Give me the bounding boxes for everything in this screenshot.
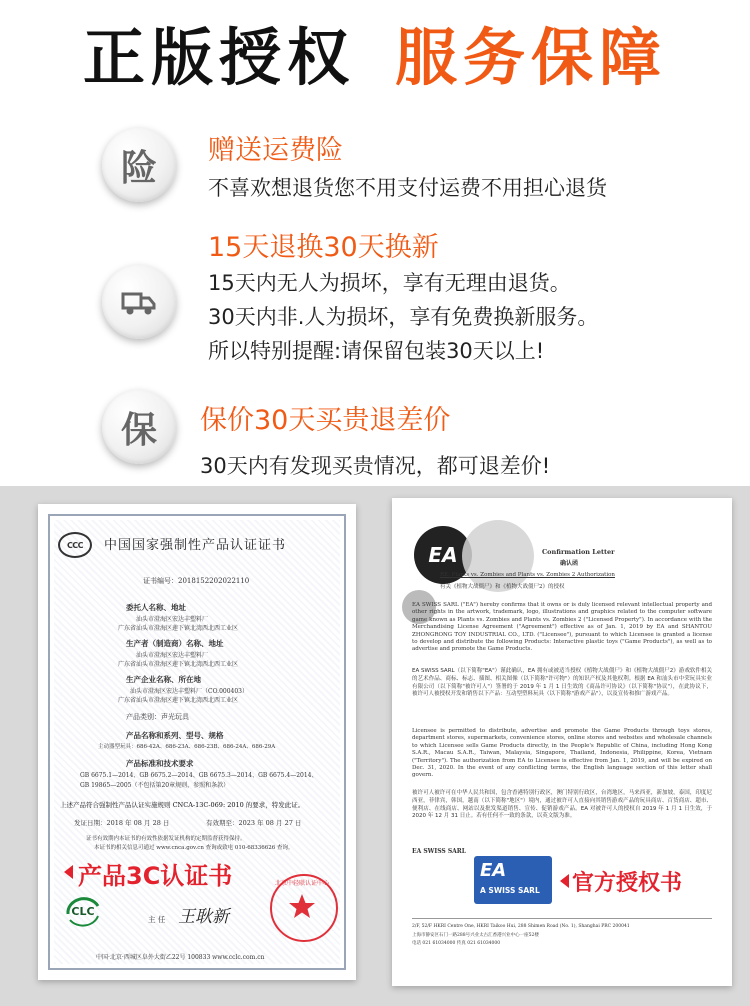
applicant-label: 委托人名称、地址 (126, 603, 186, 612)
section-price-protection (0, 390, 750, 480)
letter-re-line: RE: Plants vs. Zombies and Plants vs. Zombies 2 Authorization (440, 572, 615, 578)
letter-footer-line: 上海市静安区石门一路288号兴业太古汇香港兴业中心一座52楼 (412, 933, 539, 938)
page-header (0, 0, 750, 105)
certificates-area (0, 486, 750, 1006)
price-protection-icon: 保 (102, 390, 176, 464)
note-line: 证书有效期内本证书的有效性依据发证机构的定期监督获得保持。 (86, 836, 246, 842)
badge-arrow-icon (64, 865, 73, 879)
section-return-exchange (0, 225, 750, 375)
ccc-cert-badge: 产品3C认证书 (78, 862, 233, 890)
section-title: 保价30天买贵退差价 (200, 405, 451, 436)
standard-line: GB 19865—2005（不包括第20章规则，参照和条款） (80, 782, 230, 789)
ccc-logo: CCC (58, 532, 92, 558)
factory-line: 汕头市澄海区宏达丰塑料厂（CO.000403） (130, 688, 248, 695)
badge-arrow-icon (560, 874, 569, 888)
letter-sign-label: EA SWISS SARL (412, 848, 467, 855)
authorization-badge: 官方授权书 (572, 871, 683, 896)
factory-line: 广东省汕头市澄海区莲下镇北湾西北西工业区 (118, 697, 239, 704)
letter-para-cn-1: EA SWISS SARL（以下简称"EA"）谨此确认，EA 拥有或被适当授权《植物大战僵尸》和《植物大战僵尸2》游戏软件相关的艺术作品、商标、标志、插图、相关图像（以下简称"许可物"）的知识产权及其他权利。根据 EA 和汕头市中荣玩具实业有限公司（以下简称"被许可人"）签署的于 2019 年 1 月 1 日生效的《商品许可协议》（以下简称"协议"），在此协议下，被许可人被授权开发和销售以下产品：互动型塑料玩具（以下简称"游戏产品"），以及宣传和推广游戏产品。 (412, 668, 712, 698)
section-line: 15天内无人为损坏，享有无理由退货。 (208, 271, 571, 295)
cert-header: 中国国家强制性产品认证证书 (104, 538, 287, 553)
clc-logo: CLC (62, 894, 104, 928)
section-title: 15天退换30天换新 (208, 232, 439, 263)
letter-title-cn: 确认函 (560, 560, 579, 567)
section-shipping-insurance (0, 120, 750, 215)
letter-footer-line: 电话 021 61034000 传真 021 61034000 (412, 941, 501, 946)
signature-label: 主 任 (148, 915, 166, 924)
ea-logo: EA (414, 526, 472, 584)
rule-line: 上述产品符合强制性产品认证实施规则 CNCA-13C-069: 2010 的要求，特发此证。 (60, 801, 305, 809)
section-line: 不喜欢想退货您不用支付运费不用担心退货 (208, 176, 607, 200)
letter-title-en: Confirmation Letter (542, 548, 615, 556)
model-line: 主动器型玩具：686-42A、686-23A、686-23B、686-24A、686-29A (98, 744, 276, 750)
letter-para-en-2: Licensee is permitted to distribute, advertise and promote the Game Products through toys stores, department stores, supermarkets, convenience stores, online stores and websites and wholesale channels to which Licensee sells Game Products directly, in the People's Republic of China, including Hong Kong S.A.R., Macau S.A.R., Taiwan, Malaysia, Singapore, Thailand, Indonesia, Philippine, Korea, Vietnam ("Territory"). The authorization from EA to Licensee is effective from Jan. 1, 2019, and will be expired on Dec. 31, 2020. In the event of any conflicting terms, the English language section of this letter shall govern. (412, 728, 712, 779)
section-title: 赠送运费险 (208, 135, 343, 166)
factory-label: 生产企业名称、所在地 (126, 675, 201, 684)
maker-line: 广东省汕头市澄海区莲下镇北湾西北西工业区 (118, 661, 239, 668)
letter-para-cn-2: 被许可人被许可在中华人民共和国，包含香港特别行政区，澳门特别行政区，台湾地区，马来西亚，新加坡，泰国，印度尼西亚，菲律宾，韩国，越南（以下简称"地区"）境内，通过被许可人直接向其销售游戏产品的玩具商店、百货商店、超市、便利店、在线商店、网站以及批发渠道销售、宣传、促销游戏产品。EA 对被许可人的授权自 2019 年 1 月 1 日生效，于 2020 年 12 月 31 日止。若有任何不一致的条款，以英文版为准。 (412, 790, 712, 820)
section-line: 30天内非.人为损坏，享有免费换新服务。 (208, 305, 599, 329)
standard-label: 产品标准和技术要求 (126, 759, 194, 768)
insurance-icon: 险 (102, 128, 176, 202)
ccc-certificate (38, 504, 356, 980)
cert-footer: 中国·北京·西城区阜外大街乙22号 100833 www.cclc.com.cn (96, 954, 265, 961)
note-line: 本证书的相关信息可通过 www.cnca.gov.cn 查询或致电 010-68336626 查询。 (94, 845, 294, 851)
maker-line: 汕头市澄海区宏达丰塑料厂 (136, 652, 209, 659)
maker-label: 生产者（制造商）名称、地址 (126, 639, 224, 648)
ea-authorization-letter (392, 498, 732, 986)
signature: 王耿新 (178, 907, 229, 927)
cert-number: 证书编号：2018152202022110 (143, 577, 250, 585)
issue-date: 发证日期：2018 年 08 月 28 日 (74, 819, 170, 827)
red-seal: 北京中轻联认证中心 (270, 874, 338, 942)
expiry-date: 有效期至：2023 年 08 月 27 日 (206, 819, 302, 827)
section-line: 所以特别提醒:请保留包装30天以上! (208, 339, 545, 363)
letter-re-cn: 有关《植物大战僵尸》和《植物大战僵尸2》的授权 (440, 584, 565, 590)
product-category: 产品类别：声光玩具 (126, 713, 189, 721)
letter-para-en-1: EA SWISS SARL ("EA") hereby confirms that it owns or is duly licensed relevant intellectual property and other rights in the artwork, trademark, logo, illustrations and graphics related to the computer software game known as Plants vs. Zombies and Plants vs. Zombies 2 ("Licensed Property"). In accordance with the Merchandising License Agreement ("Agreement") effective as of Jan. 1, 2019 by EA and SHANTOU ZHONGRONG TOY INDUSTRIAL CO., LTD. ("Licensee"), pursuant to which Licensee is granted a license to develop and distribute the following Products: Interactive plastic toys ("Game Products"), as well as to advertise and promote the Game Products. (412, 602, 712, 653)
ea-stamp: EA A SWISS SARL (474, 856, 552, 904)
section-line: 30天内有发现买贵情况，都可退差价! (200, 454, 551, 478)
title-service-guarantee: 服务保障 (395, 21, 668, 94)
model-label: 产品名称和系列、型号、规格 (126, 731, 224, 740)
applicant-line: 汕头市澄海区宏达丰塑料厂 (136, 616, 209, 623)
letter-footer-line: 2/F, 52/F HKRI Centre One, HKRI Taikoo Hui, 288 Shimen Road (No. 1), Shanghai PRC 200041 (412, 924, 630, 929)
title-genuine-authorization: 正版授权 (82, 21, 355, 94)
applicant-line: 广东省汕头市澄海区莲下镇北湾西北西工业区 (118, 625, 239, 632)
standard-line: GB 6675.1—2014、GB 6675.2—2014、GB 6675.3—2014、GB 6675.4—2014、 (80, 772, 318, 779)
truck-icon (102, 265, 176, 339)
